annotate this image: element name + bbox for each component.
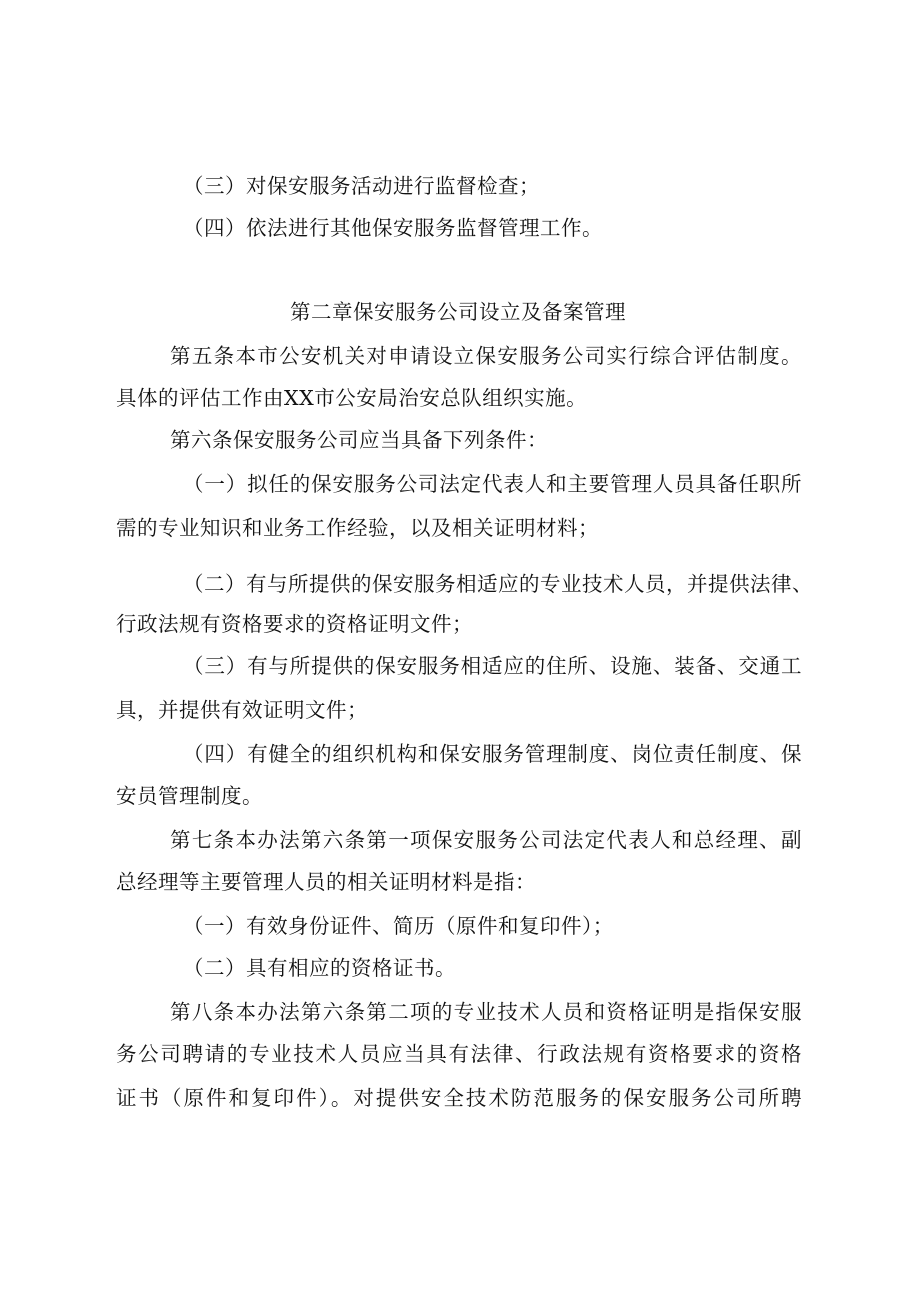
article-6-item-4-line-2: 安员管理制度。 [116,784,263,808]
list-item-4-other-work: （四）依法进行其他保安服务监督管理工作。 [183,216,603,240]
article-8-line-2: 务公司聘请的专业技术人员应当具有法律、行政法规有资格要求的资格 [116,1042,802,1066]
article-5-line-2: 具体的评估工作由XX市公安局治安总队组织实施。 [116,386,588,410]
article-6-item-2-line-2: 行政法规有资格要求的资格证明文件； [116,612,473,636]
article-6-item-4-line-1: （四）有健全的组织机构和保安服务管理制度、岗位责任制度、保 [183,742,802,766]
article-7-line-2: 总经理等主要管理人员的相关证明材料是指： [116,870,536,894]
article-6-item-3-line-2: 具，并提供有效证明文件； [116,698,368,722]
article-6-item-1-line-2: 需的专业知识和业务工作经验，以及相关证明材料； [116,516,599,540]
article-6-item-3-line-1: （三）有与所提供的保安服务相适应的住所、设施、装备、交通工 [183,654,802,678]
article-7-item-1: （一）有效身份证件、简历（原件和复印件）； [183,914,614,938]
article-6-item-1-line-1: （一）拟任的保安服务公司法定代表人和主要管理人员具备任职所 [183,472,802,496]
article-7-line-1: 第七条本办法第六条第一项保安服务公司法定代表人和总经理、副 [170,828,802,852]
list-item-3-supervision: （三）对保安服务活动进行监督检查； [183,174,540,198]
article-8-line-3: 证书（原件和复印件）。对提供安全技术防范服务的保安服务公司所聘 [116,1086,802,1110]
article-7-item-2: （二）具有相应的资格证书。 [183,956,456,980]
article-5-line-1: 第五条本市公安机关对申请设立保安服务公司实行综合评估制度。 [170,344,802,368]
article-6-item-2-line-1: （二）有与所提供的保安服务相适应的专业技术人员，并提供法律、 [183,572,813,596]
article-8-line-1: 第八条本办法第六条第二项的专业技术人员和资格证明是指保安服 [170,1000,802,1024]
chapter-heading: 第二章保安服务公司设立及备案管理 [290,300,626,324]
article-6-heading: 第六条保安服务公司应当具备下列条件： [170,428,548,452]
